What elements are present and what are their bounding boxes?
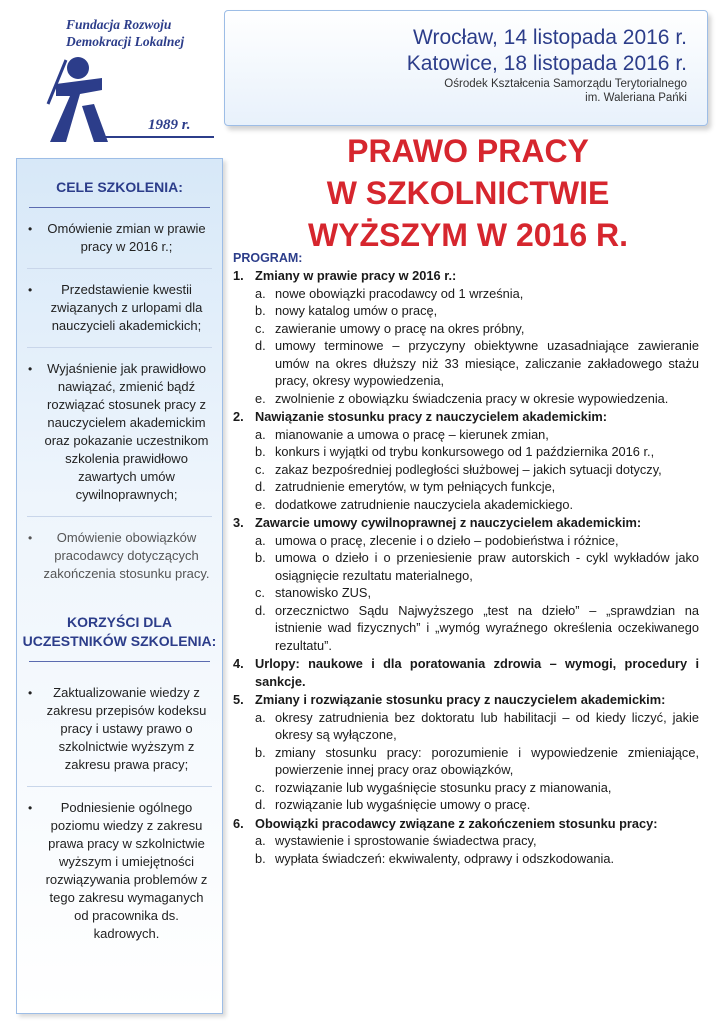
section-number: 4. xyxy=(233,656,244,671)
section-title xyxy=(233,691,699,709)
logo-year: 1989 r. xyxy=(148,117,191,133)
program-section xyxy=(233,691,699,814)
item-text: umowa o dzieło i o przeniesienie praw autorskich - cykl wykładów jako osiągnięcie rezultatu materialnego, xyxy=(275,550,699,583)
list-item xyxy=(233,461,699,479)
item-text: zatrudnienie emerytów, w tym pełniących funkcje, xyxy=(275,479,556,494)
item-text: orzecznictwo Sądu Najwyższego „test na dzieło” – „sprawdzian na istnienie wad fizycznych” i „wymóg wyraźnego określenia oczekiwanego rezultatu”. xyxy=(275,602,699,653)
section-title-text: Urlopy: naukowe i dla poratowania zdrowia – wymogi, procedury i sankcje. xyxy=(255,656,699,689)
goal-text: Przedstawienie kwestii związanych z urlopami dla nauczycieli akademickich; xyxy=(50,282,203,333)
title-line2: W SZKOLNICTWIE xyxy=(326,175,610,211)
item-letter: a. xyxy=(255,426,266,442)
date-wroclaw: Wrocław, 14 listopada 2016 r. xyxy=(413,26,687,49)
date-katowice: Katowice, 18 listopada 2016 r. xyxy=(406,52,687,75)
organizer-line2: im. Waleriana Pańki xyxy=(585,92,687,104)
bullet-icon: • xyxy=(28,686,33,700)
list-item xyxy=(233,779,699,797)
event-header xyxy=(224,10,708,126)
goal-text: Omówienie obowiązków pracodawcy dotyczących zakończenia stosunku pracy. xyxy=(43,530,210,581)
item-text: zakaz bezpośredniej podległości służbowej – jakich sytuacji dotyczy, xyxy=(275,461,662,477)
item-letter: c. xyxy=(255,320,265,336)
item-text: wypłata świadczeń: ekwiwalenty, odprawy i odszkodowania. xyxy=(275,850,615,866)
list-item xyxy=(17,684,222,774)
section-number: 5. xyxy=(233,692,244,707)
separator xyxy=(27,786,212,787)
list-item xyxy=(233,337,699,390)
logo-figure-icon xyxy=(46,56,116,146)
separator xyxy=(27,516,212,517)
item-letter: a. xyxy=(255,709,266,725)
item-text: konkurs i wyjątki od trybu konkursowego od 1 października 2016 r., xyxy=(275,444,655,459)
section-title xyxy=(233,408,699,426)
section-number: 2. xyxy=(233,409,244,424)
separator xyxy=(27,347,212,348)
list-item xyxy=(17,281,222,335)
list-item xyxy=(233,709,699,744)
bullet-icon: • xyxy=(28,801,33,815)
item-text: zwolnienie z obowiązku świadczenia pracy w okresie wypowiedzenia. xyxy=(275,390,669,406)
section-title xyxy=(233,655,699,690)
item-letter: a. xyxy=(255,285,266,301)
item-text: zmiany stosunku pracy: porozumienie i wypowiedzenie zmieniające, powierzenie innej pracy oraz obowiązków, xyxy=(275,744,699,777)
program-section xyxy=(233,815,699,868)
item-letter: d. xyxy=(255,797,266,812)
list-item xyxy=(233,549,699,584)
list-item xyxy=(233,320,699,338)
list-item xyxy=(233,426,699,444)
goals-list xyxy=(17,220,222,583)
section-title xyxy=(233,815,699,833)
list-item xyxy=(233,832,699,850)
list-item xyxy=(233,850,699,868)
item-letter: d. xyxy=(255,338,266,353)
program-section xyxy=(233,408,699,513)
section-title-text: Zawarcie umowy cywilnoprawnej z nauczycielem akademickim: xyxy=(255,515,642,530)
bullet-icon: • xyxy=(28,362,33,376)
goals-divider xyxy=(29,207,210,208)
benefits-divider xyxy=(29,661,210,662)
benefits-heading: KORZYŚCI DLA UCZESTNIKÓW SZKOLENIA: xyxy=(22,614,217,649)
program xyxy=(233,250,699,867)
item-text: rozwiązanie lub wygaśnięcie umowy o pracę. xyxy=(275,797,531,812)
list-item xyxy=(233,390,699,408)
benefits-list xyxy=(17,684,222,943)
benefit-text: Podniesienie ogólnego poziomu wiedzy z zakresu prawa pracy w szkolnictwie wyższym i umiejętności rozwiązywania problemów z tego zakresu wymaganych od pracownika ds. kadrowych. xyxy=(45,800,208,941)
section-title-text: Zmiany w prawie pracy w 2016 r.: xyxy=(255,268,457,283)
section-title xyxy=(233,514,699,532)
item-text: umowy terminowe – przyczyny obiektywne uzasadniające zawieranie umów na okres dłuższy niż 33 miesiące, zaliczanie zakładowego stażu pracy, okresy wypowiedzenia, xyxy=(275,338,699,388)
item-letter: b. xyxy=(255,744,266,760)
list-item xyxy=(233,443,699,461)
list-item xyxy=(233,584,699,602)
item-text: dodatkowe zatrudnienie nauczyciela akademickiego. xyxy=(275,496,574,512)
item-letter: a. xyxy=(255,833,266,848)
section-title-text: Zmiany i rozwiązanie stosunku pracy z nauczycielem akademickim: xyxy=(255,692,666,707)
section-number: 3. xyxy=(233,515,244,530)
goals-heading: CELE SZKOLENIA: xyxy=(56,179,183,195)
item-letter: e. xyxy=(255,496,266,512)
list-item xyxy=(233,285,699,303)
foundation-name-line2: Demokracji Lokalnej xyxy=(66,34,185,49)
item-letter: e. xyxy=(255,390,266,406)
item-letter: c. xyxy=(255,779,265,795)
program-section xyxy=(233,514,699,654)
item-text: rozwiązanie lub wygaśnięcie stosunku pracy z mianowania, xyxy=(275,779,612,795)
title-line3: WYŻSZYM W 2016 R. xyxy=(307,217,629,253)
item-letter: b. xyxy=(255,444,266,459)
logo xyxy=(44,14,214,140)
item-text: nowy katalog umów o pracę, xyxy=(275,303,438,318)
list-item xyxy=(233,478,699,496)
item-letter: c. xyxy=(255,461,265,477)
item-letter: b. xyxy=(255,850,266,866)
sidebar xyxy=(16,158,223,1014)
separator xyxy=(27,268,212,269)
list-item xyxy=(233,532,699,550)
item-letter: d. xyxy=(255,479,266,494)
list-item xyxy=(233,796,699,814)
item-letter: a. xyxy=(255,532,266,548)
benefit-text: Zaktualizowanie wiedzy z zakresu przepisów kodeksu pracy i ustawy prawo o szkolnictwie wyższym z zakresu prawa pracy; xyxy=(46,685,207,772)
program-section xyxy=(233,655,699,690)
section-number: 1. xyxy=(233,268,244,283)
item-text: wystawienie i sprostowanie świadectwa pracy, xyxy=(275,833,537,848)
item-letter: c. xyxy=(255,585,265,600)
list-item xyxy=(17,220,222,256)
item-text: nowe obowiązki pracodawcy od 1 września, xyxy=(275,285,524,301)
program-sections xyxy=(233,267,699,867)
list-item xyxy=(233,496,699,514)
item-text: stanowisko ZUS, xyxy=(275,585,372,600)
foundation-name xyxy=(66,16,216,50)
goal-text: Wyjaśnienie jak prawidłowo nawiązać, zmienić bądź rozwiązać stosunek pracy z nauczycielem akademickim oraz pokazanie uczestnikom szkolenia prawidłowo zawartych umów cywilnoprawnych; xyxy=(44,361,209,502)
list-item xyxy=(17,799,222,943)
page-title xyxy=(228,130,708,256)
bullet-icon: • xyxy=(28,531,33,545)
list-item xyxy=(233,302,699,320)
section-title-text: Obowiązki pracodawcy związane z zakończeniem stosunku pracy: xyxy=(255,815,658,831)
item-text: umowa o pracę, zlecenie i o dzieło – podobieństwa i różnice, xyxy=(275,532,619,548)
title-line1: PRAWO PRACY xyxy=(347,133,589,169)
list-item xyxy=(233,744,699,779)
program-section xyxy=(233,267,699,407)
section-title xyxy=(233,267,699,285)
bullet-icon: • xyxy=(28,283,33,297)
item-text: okresy zatrudnienia bez doktoratu lub habilitacji – od kiedy liczyć, jakie okresy są wyłączone, xyxy=(275,709,699,742)
goal-text: Omówienie zmian w prawie pracy w 2016 r.; xyxy=(47,221,206,254)
organizer-line1: Ośrodek Kształcenia Samorządu Terytorialnego xyxy=(444,78,687,90)
list-item xyxy=(17,360,222,504)
section-number: 6. xyxy=(233,815,244,831)
list-item xyxy=(17,529,222,583)
section-title-text: Nawiązanie stosunku pracy z nauczycielem akademickim: xyxy=(255,409,608,424)
logo-divider xyxy=(94,136,214,138)
foundation-name-line1: Fundacja Rozwoju xyxy=(66,17,172,32)
item-text: zawieranie umowy o pracę na okres próbny, xyxy=(275,320,525,336)
item-letter: b. xyxy=(255,550,266,565)
item-letter: b. xyxy=(255,303,266,318)
bullet-icon: • xyxy=(28,222,33,236)
item-letter: d. xyxy=(255,602,266,618)
item-text: mianowanie a umowa o pracę – kierunek zmian, xyxy=(275,426,549,442)
program-label: PROGRAM: xyxy=(233,251,303,265)
list-item xyxy=(233,602,699,655)
